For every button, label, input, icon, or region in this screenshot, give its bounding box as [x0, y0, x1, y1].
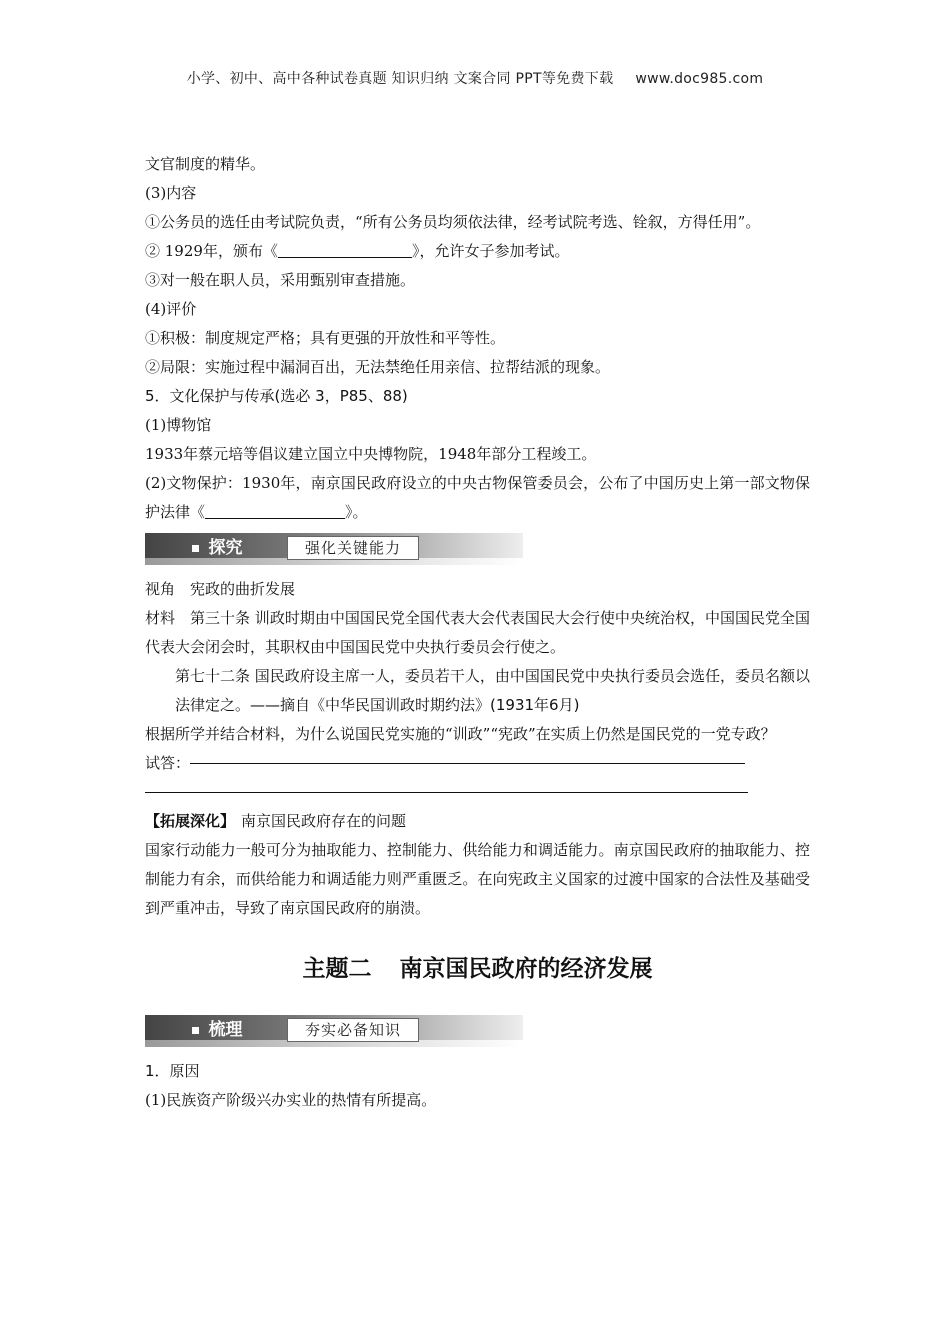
answer-row [145, 749, 810, 778]
item2-after: 》，允许女子参加考试。 [411, 242, 570, 260]
relic-before: (2)文物保护：1930年，南京国民政府设立的中央古物保管委员会，公布了中国历史上第一部文物保护法律《 [145, 474, 810, 521]
banner-label [153, 536, 281, 560]
extension-heading [145, 807, 810, 836]
header-site[interactable]: www.doc985.com [635, 71, 764, 87]
section-b-heading: 1．原因 [145, 1062, 200, 1080]
banner-explore [145, 533, 523, 565]
eval-heading: (4)评价 [145, 300, 197, 318]
content-heading: (3)内容 [145, 184, 197, 202]
square-bullet-icon [192, 1027, 199, 1034]
page-content [145, 150, 810, 1115]
relic-protection [145, 469, 810, 527]
page-header [0, 68, 950, 88]
banner-tag: 强化关键能力 [287, 536, 419, 560]
eval-limit: ②局限：实施过程中漏洞百出，无法禁绝任用亲信、拉帮结派的现象。 [145, 358, 611, 376]
extension-text: 国家行动能力一般可分为抽取能力、控制能力、供给能力和调适能力。南京国民政府的抽取能力、控制能力有余，而供给能力和调适能力则严重匮乏。在向宪政主义国家的过渡中国家的合法性及基础受到严重冲击，导致了南京国民政府的崩溃。 [145, 841, 810, 917]
content-item-3: ③对一般在职人员，采用甄别审查措施。 [145, 271, 416, 289]
content-item-1: ①公务员的选任由考试院负责，“所有公务员均须依法律，经考试院考选、铨叙，方得任用”。 [145, 213, 761, 231]
banner-tag: 夯实必备知识 [287, 1018, 419, 1042]
eval-positive: ①积极：制度规定严格；具有更强的开放性和平等性。 [145, 329, 506, 347]
topic-title-part1: 主题二 [302, 956, 372, 982]
section5-heading: 5．文化保护与传承(选必 3，P85、88) [145, 387, 408, 405]
banner-label-text: 探究 [208, 538, 243, 558]
answer-input-line[interactable] [190, 749, 745, 764]
banner-label [153, 1018, 281, 1042]
inquiry-material: 材料 第三十条 训政时期由中国国民党全国代表大会代表国民大会行使中央统治权，中国国民党全国代表大会闭会时，其职权由中国国民党中央执行委员会行使之。 [145, 609, 810, 656]
museum-text: 1933年蔡元培等倡议建立国立中央博物院，1948年部分工程竣工。 [145, 445, 597, 463]
square-bullet-icon [192, 545, 199, 552]
item2-before: ② 1929年，颁布《 [145, 242, 278, 260]
museum-heading: (1)博物馆 [145, 416, 212, 434]
text-line: 文官制度的精华。 [145, 155, 266, 173]
section-b-item-1: (1)民族资产阶级兴办实业的热情有所提高。 [145, 1091, 437, 1109]
answer-row-2 [145, 778, 810, 807]
answer-label: 试答： [145, 754, 191, 772]
inquiry-question: 根据所学并结合材料，为什么说国民党实施的“训政”“宪政”在实质上仍然是国民党的一党专政？ [145, 725, 776, 743]
fill-blank[interactable] [205, 502, 345, 519]
content-item-2 [145, 237, 810, 266]
inquiry-view: 视角 宪政的曲折发展 [145, 580, 296, 598]
topic-title [145, 953, 810, 985]
topic-title-part2: 南京国民政府的经济发展 [399, 956, 653, 982]
extension-label: 【拓展深化】 [145, 812, 236, 830]
relic-after: 》。 [345, 503, 368, 521]
fill-blank[interactable] [278, 241, 412, 258]
inquiry-article72: 第七十二条 国民政府设主席一人，委员若干人，由中国国民党中央执行委员会选任，委员名额以法律定之。——摘自《中华民国训政时期约法》(1931年6月) [175, 667, 810, 714]
banner-label-text: 梳理 [208, 1020, 243, 1040]
answer-input-line[interactable] [145, 778, 748, 793]
header-text: 小学、初中、高中各种试卷真题 知识归纳 文案合同 PPT等免费下载 [186, 71, 614, 87]
extension-title: 南京国民政府存在的问题 [241, 812, 407, 830]
banner-review [145, 1015, 523, 1047]
